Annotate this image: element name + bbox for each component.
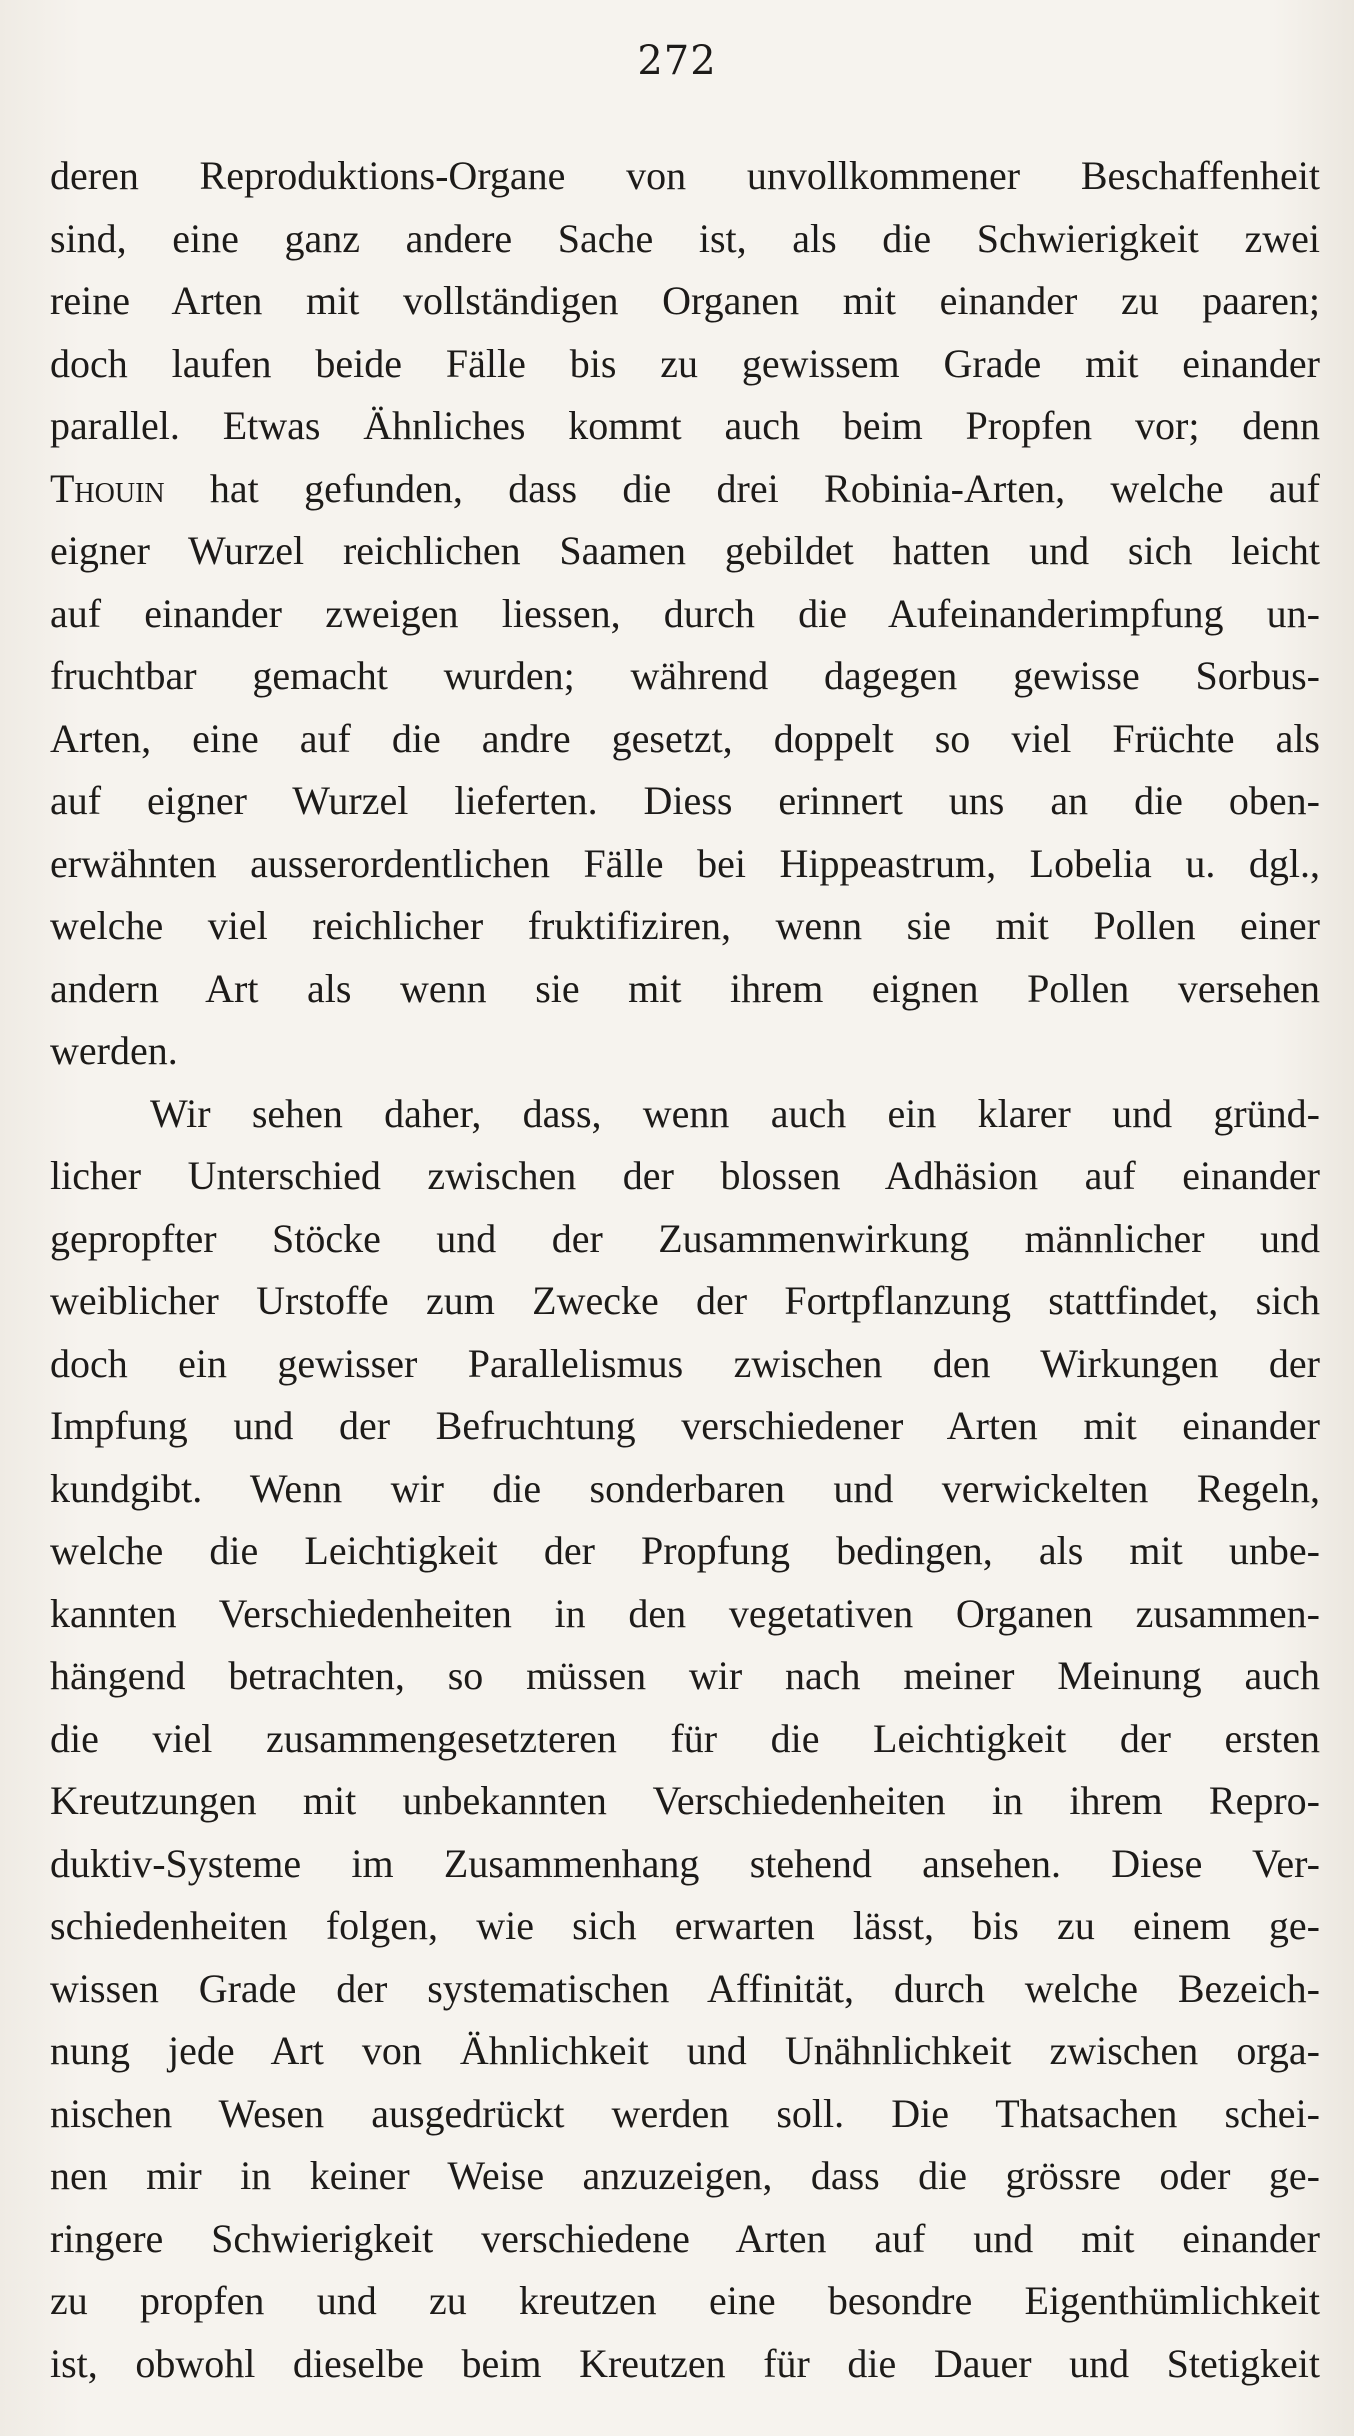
text-line: gepropfter Stöcke und der Zusammenwirkung männlicher und xyxy=(50,1215,1320,1261)
text-line: Thouin hat gefunden, dass die drei Robinia-Arten, welche auf xyxy=(50,465,1320,511)
text-line: auf eigner Wurzel lieferten. Diess erinnert uns an die oben- xyxy=(50,778,1320,823)
text-line: welche die Leichtigkeit der Propfung bedingen, als mit unbe- xyxy=(50,1528,1320,1573)
text-line: schiedenheiten folgen, wie sich erwarten lässt, bis zu einem ge- xyxy=(50,1903,1320,1948)
body-text xyxy=(50,145,1320,2395)
text-line: hängend betrachten, so müssen wir nach meiner Meinung auch xyxy=(50,1653,1320,1698)
text-line: die viel zusammengesetzteren für die Leichtigkeit der ersten xyxy=(50,1715,1320,1761)
paragraph xyxy=(50,145,1320,1083)
paragraph xyxy=(50,1083,1320,2396)
text-line: werden. xyxy=(50,1028,178,1073)
text-line: duktiv-Systeme im Zusammenhang stehend ansehen. Diese Ver- xyxy=(50,1840,1320,1886)
text-line: sind, eine ganz andere Sache ist, als die Schwierigkeit zwei xyxy=(50,215,1320,261)
text-line: andern Art als wenn sie mit ihrem eignen Pollen versehen xyxy=(50,965,1320,1011)
text-line: welche viel reichlicher fruktifiziren, wenn sie mit Pollen einer xyxy=(50,903,1320,948)
text-line: ist, obwohl dieselbe beim Kreutzen für die Dauer und Stetigkeit xyxy=(50,2340,1320,2386)
text-line: nung jede Art von Ähnlichkeit und Unähnlichkeit zwischen orga- xyxy=(50,2028,1320,2073)
text-line: Arten, eine auf die andre gesetzt, doppelt so viel Früchte als xyxy=(50,715,1320,761)
text-line: weiblicher Urstoffe zum Zwecke der Fortpflanzung stattfindet, sich xyxy=(50,1278,1320,1323)
text-line: erwähnten ausserordentlichen Fälle bei Hippeastrum, Lobelia u. dgl., xyxy=(50,840,1320,886)
text-line: wissen Grade der systematischen Affinität, durch welche Bezeich- xyxy=(50,1965,1320,2011)
text-line: reine Arten mit vollständigen Organen mit einander zu paaren; xyxy=(50,278,1320,323)
text-line: ringere Schwierigkeit verschiedene Arten auf und mit einander xyxy=(50,2215,1320,2261)
text-line: fruchtbar gemacht wurden; während dagegen gewisse Sorbus- xyxy=(50,653,1320,698)
text-line: nischen Wesen ausgedrückt werden soll. Die Thatsachen schei- xyxy=(50,2090,1320,2136)
text-line: deren Reproduktions-Organe von unvollkommener Beschaffenheit xyxy=(50,153,1320,198)
text-line: Wir sehen daher, dass, wenn auch ein klarer und gründ- xyxy=(150,1090,1320,1136)
text-line: zu propfen und zu kreutzen eine besondre Eigenthümlichkeit xyxy=(50,2278,1320,2323)
text-line: doch laufen beide Fälle bis zu gewissem Grade mit einander xyxy=(50,340,1320,386)
text-line: eigner Wurzel reichlichen Saamen gebildet hatten und sich leicht xyxy=(50,528,1320,573)
text-line: licher Unterschied zwischen der blossen Adhäsion auf einander xyxy=(50,1153,1320,1198)
text-line: Impfung und der Befruchtung verschiedener Arten mit einander xyxy=(50,1403,1320,1448)
text-line: auf einander zweigen liessen, durch die Aufeinanderimpfung un- xyxy=(50,590,1320,636)
page-number: 272 xyxy=(637,38,717,84)
text-line: nen mir in keiner Weise anzuzeigen, dass die grössre oder ge- xyxy=(50,2153,1320,2198)
text-line: kundgibt. Wenn wir die sonderbaren und verwickelten Regeln, xyxy=(50,1465,1320,1511)
text-line: parallel. Etwas Ähnliches kommt auch beim Propfen vor; denn xyxy=(50,403,1320,448)
text-line: doch ein gewisser Parallelismus zwischen den Wirkungen der xyxy=(50,1340,1320,1386)
text-line: Kreutzungen mit unbekannten Verschiedenheiten in ihrem Repro- xyxy=(50,1778,1320,1823)
text-line: kannten Verschiedenheiten in den vegetativen Organen zusammen- xyxy=(50,1590,1320,1636)
